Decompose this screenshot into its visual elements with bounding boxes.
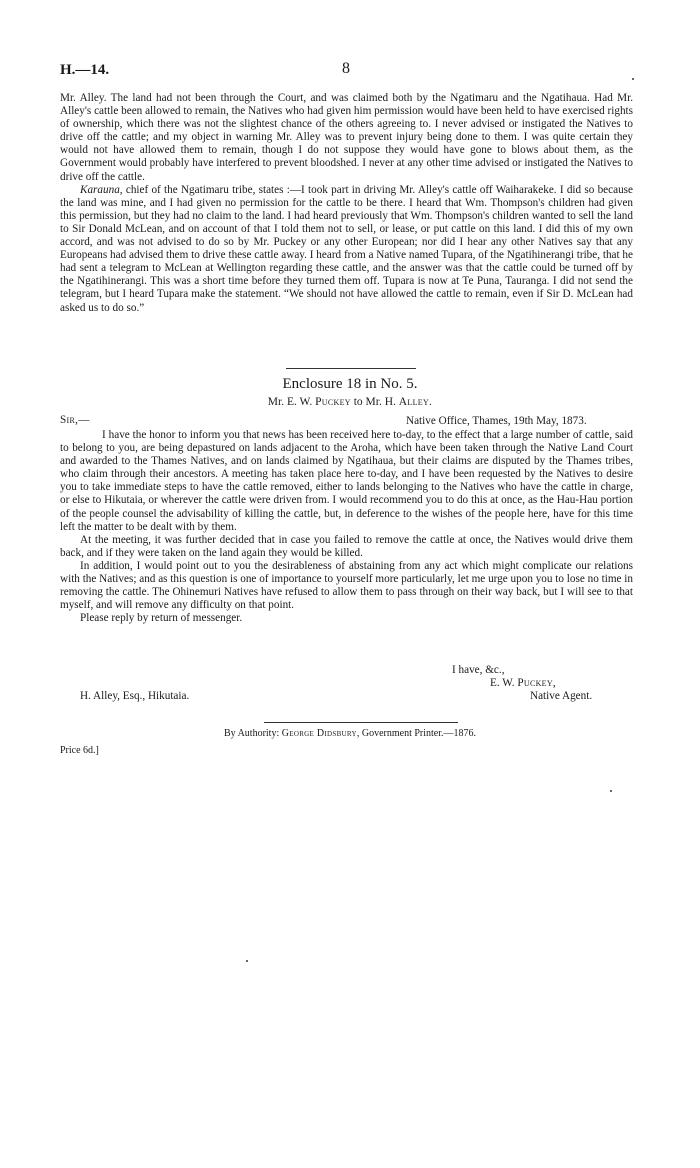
page-number: 8 <box>342 60 350 77</box>
scan-speck <box>632 78 634 80</box>
salutation: Sir,— <box>60 414 90 426</box>
statement-text: chief of the Ngatimaru tribe, states :—I took part in driving Mr. Alley's cattle off Waiharakeke. I did so because the land was mine, and I had given no permission for the cattle to be there. I heard that Wm. Thompson's children had given this permission, but they had no claim to the land. I had heard previously that Wm. Thompson's children wanted to sell the land to Sir Donald McLean, and on account of that I told them not to sell, or lease, or put cattle on this land. I did this of my own accord, and was not advised to do so by Mr. Puckey or any other European; nor did I hear any other Natives say that any Europeans had advised them to drive these cattle away. I heard from a Native named Tupara, of the Ngatihinerangi tribe, that he had sent a telegram to McLean at Wellington regarding these cattle, and the answer was that the cattle could be turned off by the Ngatihinerangi. This was a short time before they turned them off. Tupara is now at Te Puna, Tauranga. I did not send the telegram, but I heard Tupara make the statement. “We should not have allowed the cattle to remain, even if Sir D. McLean had asked us to do so.” <box>60 183 633 314</box>
enclosure-title: Enclosure 18 in No. 5. <box>282 376 418 392</box>
letter-body <box>60 429 633 625</box>
price-note: Price 6d.] <box>60 745 99 756</box>
signature: E. W. Puckey, <box>490 677 557 689</box>
addressee: H. Alley, Esq., Hikutaia. <box>80 690 190 702</box>
enclosure-subtitle: Mr. E. W. Puckey to Mr. H. Alley. <box>267 396 433 408</box>
paragraph <box>60 184 633 315</box>
section-divider <box>286 368 416 369</box>
paragraph: Please reply by return of messenger. <box>80 612 243 625</box>
paragraph: In addition, I would point out to you the desirableness of abstaining from any act which might complicate our relations with the Natives; and as this question is one of importance to yourself more particularly, let me urge upon you to lose no time in removing the cattle. The Ohinemuri Natives have refused to allow them to pass through on their way back, but I will see to that myself, and will remove any difficulty on that point. <box>60 559 633 612</box>
footer-divider <box>264 722 458 723</box>
running-header-code: H.—14. <box>60 62 110 78</box>
paragraph: I have the honor to inform you that news has been received here to-day, to the effect that a large number of cattle, said to belong to you, are being depastured on lands adjacent to the Aroha, which have been taken through the Native Land Court and awarded to the Thames Natives, and on lands claimed by Ngatihaua, but their claims are disputed by the Thames tribes, who claim through their ancestors. A meeting has taken place here to-day, and I have been requested by the Natives to desire you to take immediate steps to have the cattle removed, either to lands belonging to the Natives who have the cattle in charge, or else to Hikutaia, or wherever the cattle were driven from. I would recommend you to do this at once, as the Hau-Hau portion of the people counsel the advisability of killing the cattle, but, in deference to the wishes of the people here, have for this time left the matter to be dealt with by them. <box>60 429 633 533</box>
letter-closing: I have, &c., <box>452 664 505 676</box>
scan-speck <box>246 960 248 962</box>
signature-title: Native Agent. <box>530 690 593 702</box>
printer-imprint: By Authority: George Didsbury, Government Printer.—1876. <box>223 728 477 739</box>
scan-speck <box>610 790 612 792</box>
paragraph: At the meeting, it was further decided that in case you failed to remove the cattle at once, the Natives would drive them back, and if they were taken on the land again they would be killed. <box>60 533 633 559</box>
paragraph: Mr. Alley. The land had not been through the Court, and was claimed both by the Ngatimaru and the Ngatihaua. Had Mr. Alley's cattle been allowed to remain, the Natives who had given him permission would have been held to have exercised rights of ownership, which there was not the slightest chance of the others agreeing to. I never advised or instigated the Natives to drive off the cattle; and my object in warning Mr. Alley was to prevent injury being done to them. I was quite certain they would not have allowed them to remain, though I do not suppose they would have gone to blows about them, as the Government would probably have interfered to prevent bloodshed. I never at any other time advised or instigated the Natives to drive off the cattle. <box>60 92 633 183</box>
testimony-block <box>60 92 633 315</box>
dateline: Native Office, Thames, 19th May, 1873. <box>406 415 587 427</box>
speaker-name: Karauna, <box>80 183 123 196</box>
